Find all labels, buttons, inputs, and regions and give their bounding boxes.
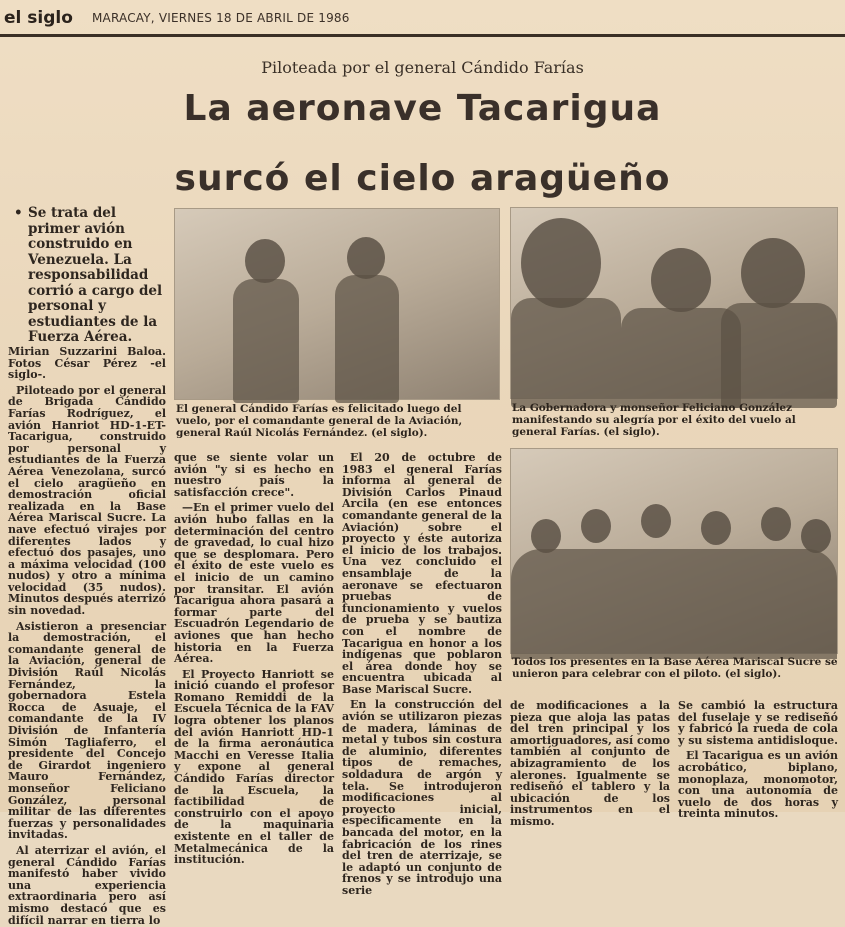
summary-text: Se trata del primer avión construido en Venezuela. La responsabilidad corrió a cargo del personal y estudiantes de la Fuerza Aérea. xyxy=(28,205,163,345)
col2-paragraph-3: El Proyecto Hanriott se inició cuando el profesor Romano Remiddi de la Escuela Técnica de la FAV logra obtener los planos del avión Hanriott HD-1 de la firma aeronáutica Macchi en Veresse Italia y expone al general Cándido Farías director de la Escuela, la factibilidad de construirlo con el apoyo de la maquinaria existente en el taller de Metalmecánica de la institución. xyxy=(174,667,334,867)
article-column-5 xyxy=(678,699,838,821)
divider-rule xyxy=(0,36,845,37)
headline-line-2: surcó el cielo aragüeño xyxy=(174,158,671,199)
byline: Mirian Suzzarini Baloa. Fotos César Pérez -el siglo-. xyxy=(8,345,166,382)
article-column-4 xyxy=(510,699,670,828)
col5-paragraph-2: El Tacarigua es un avión acrobático, biplano, monoplaza, monomotor, con una autonomía de vuelo de dos horas y treinta minutos. xyxy=(678,749,838,821)
article-column-1 xyxy=(8,345,166,927)
dateline: MARACAY, VIERNES 18 DE ABRIL DE 1986 xyxy=(92,11,350,25)
article-column-3 xyxy=(342,451,502,897)
bullet-icon: • xyxy=(14,205,23,221)
photo-handshake xyxy=(174,208,500,400)
col2-paragraph-1: que se siente volar un avión "y si es hecho en nuestro país la satisfacción crece". xyxy=(174,451,334,499)
col2-paragraph-2: —En el primer vuelo del avión hubo fallas en la determinación del centro de gravedad, lo cual hizo que se desplomara. Pero el éxito de este vuelo es el inicio de un camino por transitar. El avión Tacarigua ahora pasará a formar parte del Escuadrón Legendario de aviones que han hecho historia en la Fuerza Aérea. xyxy=(174,501,334,666)
col1-paragraph-2: Asistieron a presenciar la demostración, el comandante general de la Aviación, general de División Raúl Nicolás Fernández, la gobernadora Estela Rocca de Asuaje, el comandante de la IV División de Infantería Simón Tagliaferro, el presidente del Concejo de Girardot ingeniero Mauro Fernández, monseñor Feliciano González, personal militar de las diferentes fuerzas y personalidades invitadas. xyxy=(8,619,166,842)
col3-paragraph-2: En la construcción del avión se utilizaron piezas de madera, láminas de metal y tubos sin costura de aluminio, diferentes tipos de remaches, soldadura de argón y tela. Se introdujeron modificaciones al proyecto inicial, especificamente en la bancada del motor, en la fabricación de los rines del tren de aterrizaje, se le adaptó un conjunto de frenos y se introdujo una serie xyxy=(342,698,502,897)
col1-paragraph-1: Piloteado por el general de Brigada Cándido Farías Rodríguez, el avión Hanriot HD-1-ET- Tacarigua, construido por personal y estudiantes de la Fuerza Aérea Venezolana, surcó el cielo aragüeño en demostración oficial realizada en la Base Aérea Mariscal Sucre. La nave efectuó virajes por diferentes lados y efectuó dos pasajes, uno a máxima velocidad (100 nudos) y otro a mínima velocidad (35 nudos). Minutos después aterrizó sin novedad. xyxy=(8,383,166,618)
caption-photo-2: La Gobernadora y monseñor Feliciano González manifestando su alegría por el éxito del vuelo al general Farías. (el siglo). xyxy=(512,402,796,438)
photo-crowd xyxy=(510,448,838,654)
col5-paragraph-1: Se cambió la estructura del fuselaje y se rediseñó y fabricó la rueda de cola y su sistema antidisloque. xyxy=(678,699,838,747)
masthead xyxy=(0,0,845,37)
col3-paragraph-1: El 20 de octubre de 1983 el general Farías informa al general de División Carlos Pinaud Arcila (en ese entonces comandante general de la Aviación) sobre el proyecto y éste autoriza el inicio de los trabajos. Una vez concluido el ensamblaje de la aeronave se efectuaron pruebas de funcionamiento y vuelos de prueba y se bautiza con el nombre de Tacarigua en honor a los indígenas que poblaron el área donde hoy se encuentra ubicada al Base Mariscal Sucre. xyxy=(342,451,502,696)
article-kicker: Piloteada por el general Cándido Farías xyxy=(261,58,584,77)
headline-line-1: La aeronave Tacarigua xyxy=(183,88,662,129)
article-summary xyxy=(14,206,164,346)
photo-governor xyxy=(510,207,838,399)
caption-photo-1: El general Cándido Farías es felicitado luego del vuelo, por el comandante general de la Aviación, general Raúl Nicolás Fernández. (el siglo). xyxy=(176,403,463,439)
newspaper-logo: el siglo xyxy=(4,8,73,28)
col1-paragraph-3: Al aterrizar el avión, el general Cándido Farías manifestó haber vivido una experiencia extraordinaria pero así mismo destacó que es difícil narrar en tierra lo xyxy=(8,843,166,927)
col4-paragraph-1: de modificaciones a la pieza que aloja las patas del tren principal y los amortiguadores, así como también al conjunto de abizagramiento de los alerones. Igualmente se rediseñó el tablero y la ubicación de los instrumentos en el mismo. xyxy=(510,699,670,828)
caption-photo-3: Todos los presentes en la Base Aérea Mariscal Sucre se unieron para celebrar con el piloto. (el siglo). xyxy=(512,656,838,680)
article-column-2 xyxy=(174,451,334,867)
